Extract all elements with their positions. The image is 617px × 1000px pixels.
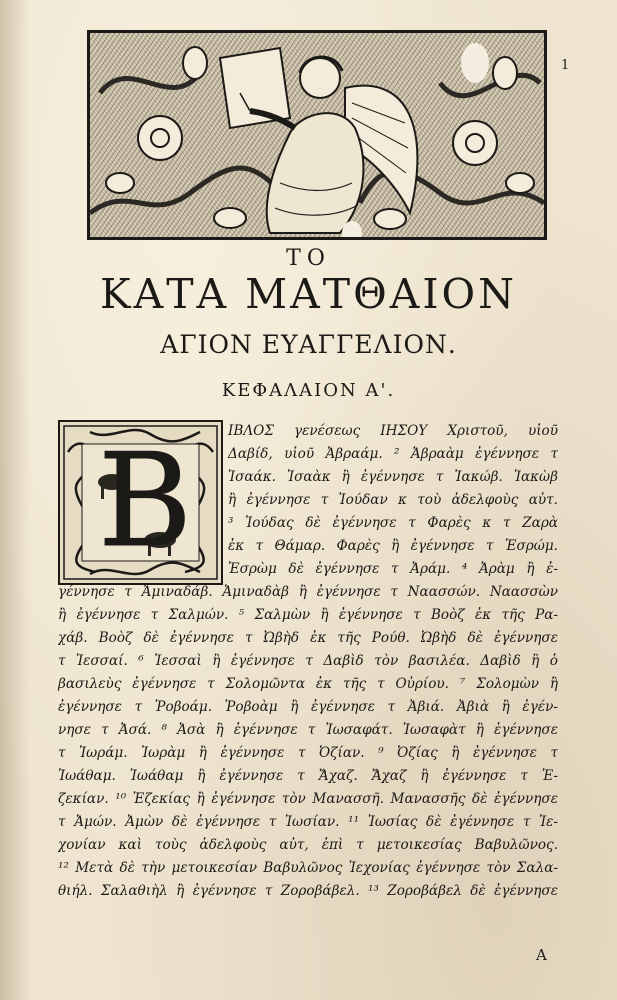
page-subtitle: ΑΓΙΟΝ ΕΥΑΓΓΕΛΙΟΝ. <box>160 330 457 359</box>
text-line: ἐγέννησε τ Ῥοβοάμ. Ῥοβοὰμ ἢ ἐγέννησε τ Ἀβιά. Ἀβιὰ ἢ ἐγέν- <box>58 699 558 715</box>
chapter-heading: ΚΕΦΑΛΑΙΟΝ Α'. <box>221 380 396 401</box>
text-line: χονίαν καὶ τοὺς ἀδελφοὺς αὐτ, ἐπὶ τ μετοικεσίας Βαβυλῶνος. <box>58 837 558 853</box>
gospel-text <box>58 420 558 903</box>
text-line: ΙΒΛΟΣ γενέσεως ΙΗΣΟΥ Χριστοῦ, υἱοῦ <box>228 423 558 439</box>
page-number: 1 <box>561 58 570 73</box>
text-line: γέννησε τ Ἀμιναδάβ. Ἀμιναδὰβ ἢ ἐγέννησε τ Ναασσών. Ναασσὼν <box>58 584 558 600</box>
text-line: νησε τ Ἀσά. ⁸ Ἀσὰ ἢ ἐγέννησε τ Ἰωσαφάτ. Ἰωσαφὰτ ἢ ἐγέννησε <box>58 722 558 738</box>
text-line: χάβ. Βοὸζ δὲ ἐγέννησε τ Ὠβὴδ ἐκ τῆς Ρούθ. Ὠβὴδ δὲ ἐγέννησε <box>58 630 558 646</box>
engraved-headpiece-angel <box>87 30 547 240</box>
text-line: ³ Ἰούδας δὲ ἐγέννησε τ Φαρὲς κ τ Ζαρὰ <box>228 515 558 531</box>
angel-engraving-illustration <box>90 33 544 237</box>
page-gutter-shadow <box>0 0 30 1000</box>
initial-letter: B <box>98 427 193 576</box>
heading-to: ΤΟ <box>286 246 331 271</box>
text-line: τ Ἀμών. Ἀμὼν δὲ ἐγέννησε τ Ἰωσίαν. ¹¹ Ἰωσίας δὲ ἐγέννησε τ Ἰε- <box>58 814 558 830</box>
text-line: ζεκίαν. ¹⁰ Ἐζεκίας ἢ ἐγέννησε τὸν Μανασσῆ. Μανασσῆς δὲ ἐγέννησε <box>58 791 558 807</box>
page-title: ΚΑΤΑ ΜΑΤΘΑΙΟΝ <box>99 270 518 318</box>
text-line: βασιλεὺς ἐγέννησε τ Σολομῶντα ἐκ τῆς τ Οὐρίου. ⁷ Σολομὼν ἢ <box>58 676 558 692</box>
text-line: Ἐσρὼμ δὲ ἐγέννησε τ Ἀράμ. ⁴ Ἀρὰμ ἢ ἐ- <box>228 561 558 577</box>
signature-mark: A <box>536 946 547 964</box>
text-line: ἢ ἐγέννησε τ Σαλμών. ⁵ Σαλμὼν ἢ ἐγέννησε τ Βοὸζ ἐκ τῆς Ρα- <box>58 607 558 623</box>
text-line: Ἰσαάκ. Ἰσαὰκ ἢ ἐγέννησε τ Ἰακώβ. Ἰακὼβ <box>228 469 558 485</box>
text-line: τ Ἰωράμ. Ἰωρὰμ ἢ ἐγέννησε τ Ὀζίαν. ⁹ Ὀζίας ἢ ἐγέννησε τ <box>58 745 558 761</box>
text-line: Ἰωάθαμ. Ἰωάθαμ ἢ ἐγέννησε τ Ἄχαζ. Ἄχαζ ἢ ἐγέννησε τ Ἐ- <box>58 768 558 784</box>
text-line: ¹² Μετὰ δὲ τὴν μετοικεσίαν Βαβυλῶνος Ἰεχονίας ἐγέννησε τὸν Σαλα- <box>58 860 558 876</box>
text-line: ἐκ τ Θάμαρ. Φαρὲς ἢ ἐγέννησε τ Ἐσρώμ. <box>228 538 558 554</box>
text-line: θιήλ. Σαλαθιὴλ ἢ ἐγέννησε τ Ζοροβάβελ. ¹³ Ζοροβάβελ δὲ ἐγέννησε <box>58 883 558 899</box>
text-line: ἢ ἐγέννησε τ Ἰούδαν κ τοὺ ἀδελφοὺς αὐτ. <box>228 492 558 508</box>
text-line: τ Ἰεσσαί. ⁶ Ἰεσσαὶ ἢ ἐγέννησε τ Δαβὶδ τὸν βασιλέα. Δαβὶδ ἢ ὁ <box>58 653 558 669</box>
text-line: Δαβίδ, υἱοῦ Ἀβραάμ. ² Ἀβραὰμ ἐγέννησε τ <box>228 446 558 462</box>
